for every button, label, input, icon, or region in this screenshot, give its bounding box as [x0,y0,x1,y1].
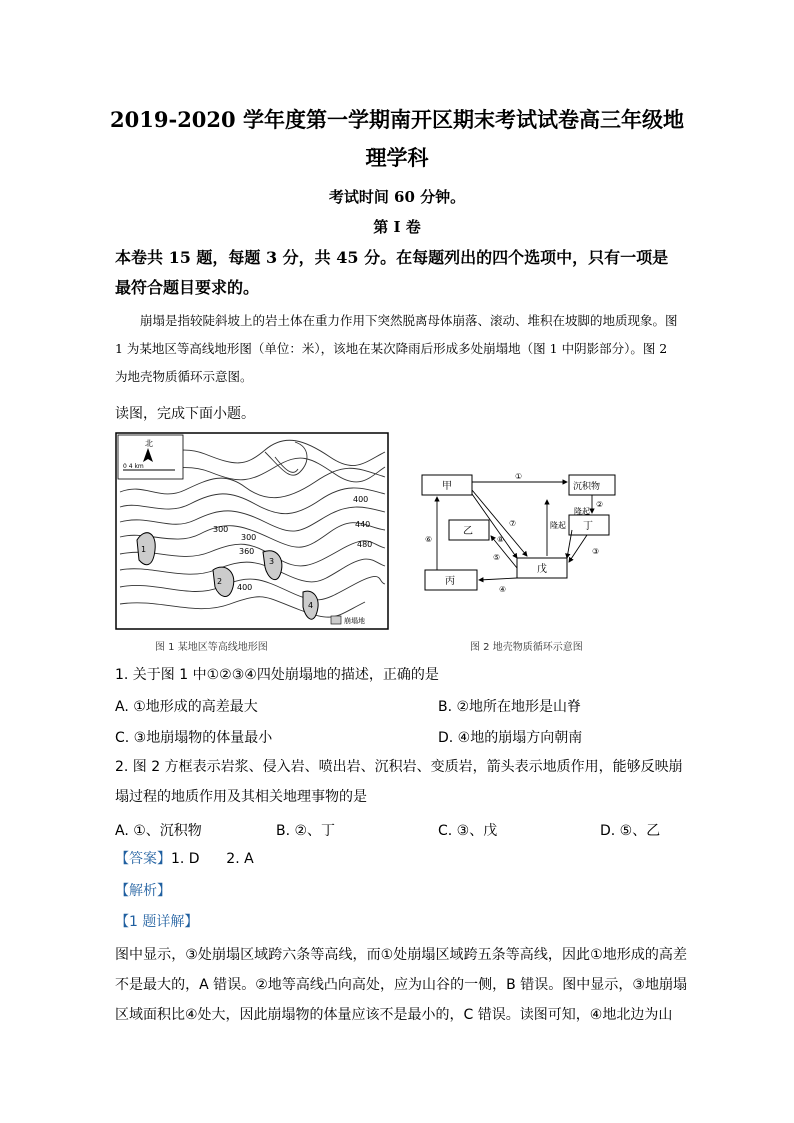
explanation: 图中显示，③处崩塌区域跨六条等高线，而①处崩塌区域跨五条等高线，因此①地形成的高差不是最大的，A 错误。②地等高线凸向高处，应为山谷的一侧，B 错误。图中显示，③地崩塌区域面积比④处大，因此崩塌物的体量应该不是最小的，C 错误。读图可知，④地北边为山 [115,947,687,1023]
answer-label: 【答案】 [115,851,171,867]
q1-option-a: A. ①地形成的高差最大 [115,699,258,715]
analysis-label: 【解析】 [115,883,171,899]
arrow-label: ① [515,472,523,481]
arrow-label: ⑤ [493,553,501,562]
contour-label: 480 [357,540,373,549]
q2-option-b: B. ②、丁 [276,823,336,839]
figure2-caption: 图 2 地壳物质循环示意图 [470,642,583,653]
q1-option-b: B. ②地所在地形是山脊 [438,699,582,715]
node-jia: 甲 [442,481,452,492]
q2-option-c: C. ③、戊 [438,823,498,839]
node-chenjiwu: 沉积物 [573,482,601,492]
contour-label: 300 [241,533,257,542]
answer-text: 1. D 2. A [171,851,254,867]
contour-label: 360 [239,547,255,556]
q2-option-a: A. ①、沉积物 [115,823,202,839]
question-2-stem: 2. 图 2 方框表示岩浆、侵入岩、喷出岩、沉积岩、变质岩，箭头表示地质作用，能够反映崩塌过程的地质作用及其相关地理事物的是 [115,759,683,805]
q2-option-d: D. ⑤、乙 [600,823,661,839]
node-wu: 戊 [537,564,547,575]
read-prompt: 读图，完成下面小题。 [115,406,255,422]
page-title: 2019-2020 学年度第一学期南开区期末考试试卷高三年级地 [110,107,684,132]
arrow-label: ⑥ [425,535,433,544]
passage: 崩塌是指较陡斜坡上的岩土体在重力作用下突然脱离母体崩落、滚动、堆积在坡脚的地质现象。图 1 为某地区等高线地形图（单位：米），该地在某次降雨后形成多处崩塌地（图 1 中阴影部分）。图 2 为地壳物质循环示意图。 [115,313,678,384]
site-label: 4 [308,601,314,610]
volume-heading: 第 I 卷 [373,218,421,236]
site-label: 1 [141,545,147,554]
arrow-label: ④ [499,585,507,594]
uplift-label: 隆起 [550,521,566,530]
site-label: 3 [269,557,275,566]
answer-line [115,844,685,874]
contour-label: 300 [213,525,229,534]
arrow-label: ③ [592,547,600,556]
svg-text:北: 北 [145,439,153,448]
instructions: 本卷共 15 题，每题 3 分，共 45 分。在每题列出的四个选项中，只有一项是最符合题目要求的。 [115,248,669,297]
site-label: 2 [217,577,223,586]
question-1-stem: 1. 关于图 1 中①②③④四处崩塌地的描述，正确的是 [115,667,439,683]
legend [331,616,365,625]
contour-label: 440 [355,520,371,529]
rock-cycle-diagram [417,470,617,620]
svg-text:0 4 km: 0 4 km [123,463,144,470]
contour-label: 400 [237,583,253,592]
arrow-label: ⑦ [509,519,517,528]
node-bing: 丙 [445,576,455,587]
arrow-label: ② [596,500,604,509]
svg-text:崩塌地: 崩塌地 [344,617,365,625]
north-arrow-icon [118,435,183,479]
figures [115,432,615,657]
page-title-line2: 理学科 [365,145,429,170]
detail-label: 【1 题详解】 [115,914,199,930]
arrow-label: ⑧ [497,535,505,544]
analysis-heading [115,876,685,906]
node-ding: 丁 [583,521,593,532]
q1-option-d: D. ④地的崩塌方向朝南 [438,730,583,746]
detail-heading [115,907,685,937]
contour-label: 400 [353,495,369,504]
uplift-label: 隆起 [574,507,590,516]
exam-time: 考试时间 60 分钟。 [328,188,466,206]
node-yi: 乙 [463,526,473,537]
figure1-caption: 图 1 某地区等高线地形图 [155,642,268,653]
contour-map [115,432,395,632]
q1-option-c: C. ③地崩塌物的体量最小 [115,730,273,746]
